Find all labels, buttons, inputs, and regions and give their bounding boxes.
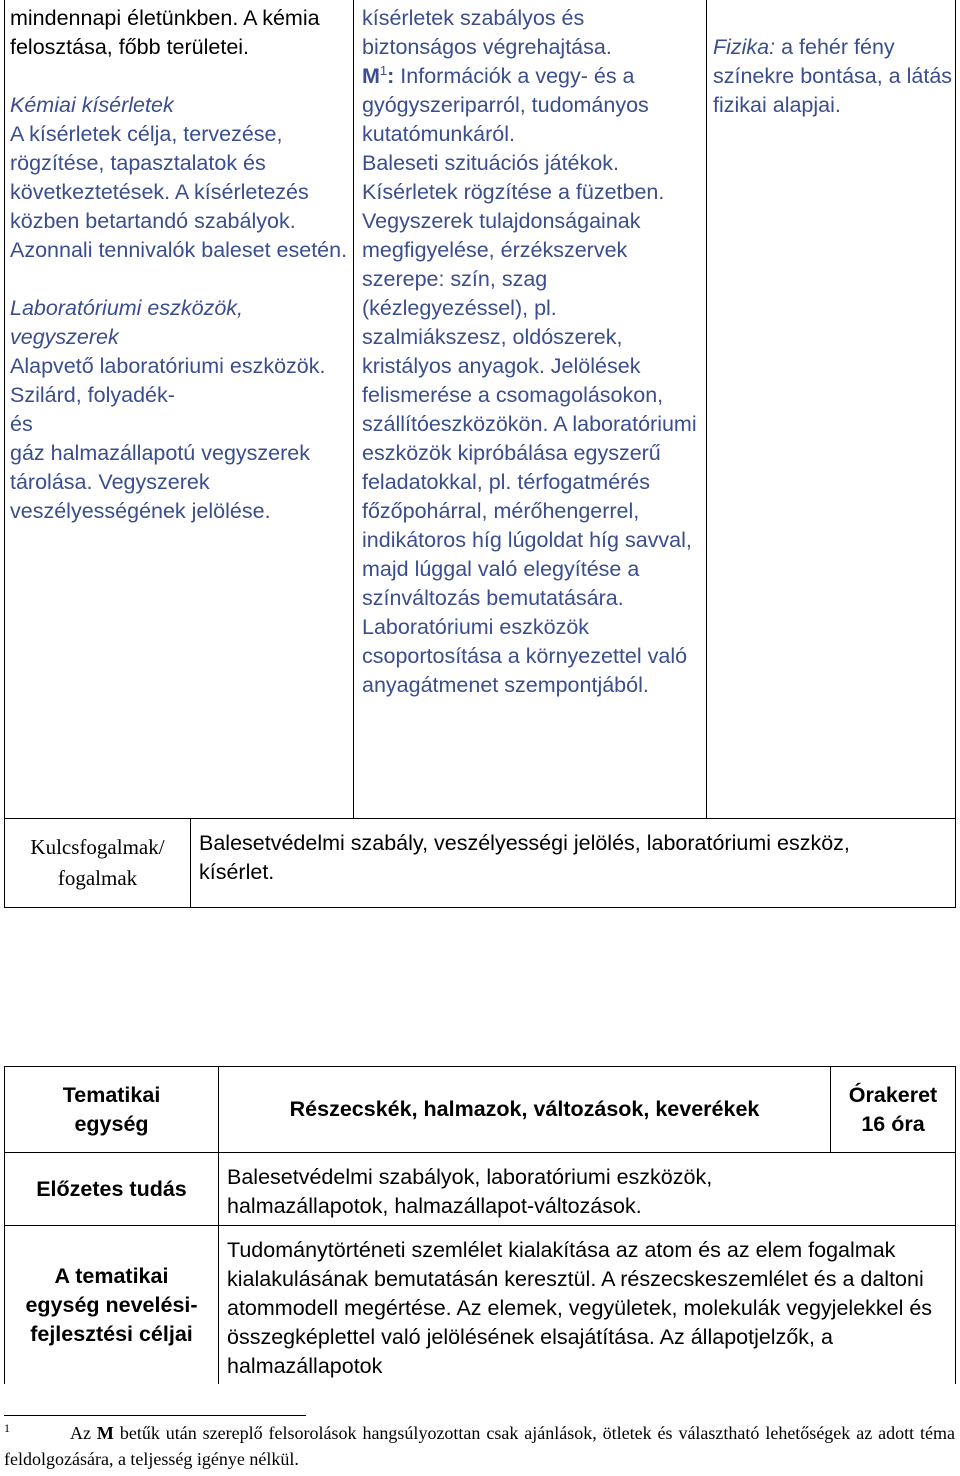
key-concepts-text: Balesetvédelmi szabály, veszélyességi jelölés, laboratóriumi eszköz, kísérlet. (199, 831, 850, 884)
goals-label-cell (5, 1226, 218, 1384)
m-colon: : (387, 64, 395, 88)
footnote-m: M (96, 1423, 114, 1443)
hours-cell (831, 1067, 955, 1152)
connection-subject: Fizika: (713, 35, 776, 59)
m-text: Információk a vegy- és a gyógyszeriparról, tudományos kutatómunkáról. (362, 64, 649, 146)
unit-label-cell (5, 1067, 218, 1152)
lab-tools-text-b: és (10, 412, 33, 436)
connection-text: a fehér fény színekre bontása, a látás fizikai alapjai. (713, 35, 953, 117)
unit-title: Részecskék, halmazok, változások, keverékek (289, 1097, 760, 1121)
prior-knowledge-label-cell (5, 1153, 218, 1225)
key-concepts-label: Kulcsfogalmak/ fogalmak (30, 835, 165, 890)
top-table-col-divider-2 (706, 0, 707, 818)
top-table-left-border (4, 0, 5, 908)
footnote-separator (4, 1415, 306, 1416)
footnote-number: 1 (4, 1421, 10, 1435)
top-table-bottom-border (4, 907, 956, 908)
footnote-text-a: Az (70, 1423, 97, 1443)
top-table-right-border (955, 0, 956, 908)
connections-column (713, 33, 953, 120)
intro-text: mindennapi életünkben. A kémia felosztása, főbb területei. (10, 6, 320, 59)
footnote-text-b: betűk után szereplő felsorolások hangsúlyozottan csak ajánlások, ötletek és választható lehetőségek az adott téma feldolgozására, a teljesség igénye nélkül. (4, 1423, 955, 1469)
topics-column (10, 4, 348, 526)
top-table-col-divider-1 (353, 0, 354, 818)
prior-knowledge-text: Balesetvédelmi szabályok, laboratóriumi eszközök, halmazállapotok, halmazállapot-változások. (227, 1165, 713, 1218)
footnote-ref: 1 (379, 62, 388, 78)
prior-knowledge-label: Előzetes tudás (36, 1176, 187, 1201)
section-text-experiments: A kísérletek célja, tervezése, rögzítése, tapasztalatok és következtetések. A kísérletezés közben betartandó szabályok. Azonnali tennivalók baleset esetén. (10, 122, 348, 262)
top-table-key-divider (190, 818, 191, 908)
activities-column (362, 4, 704, 700)
hours-value: 16 óra (861, 1111, 925, 1136)
activities-line1: kísérletek szabályos és biztonságos végrehajtása. (362, 6, 612, 59)
lab-tools-text-c: gáz halmazállapotú vegyszerek tárolása. Vegyszerek veszélyességének jelölése. (10, 441, 310, 523)
section-text-lab-tools (10, 352, 348, 526)
goals-text: Tudománytörténeti szemlélet kialakítása az atom és az elem fogalmak kialakulásának bemutatásán keresztül. A részecskeszemlélet és a daltoni atommodell megértése. Az elemek, vegyületek, molekulák vegyjelekkel és összegképlettel való jelölésének elsajátítása. Az állapotjelzők, a halmazállapotok (227, 1238, 933, 1378)
m-label: M (362, 64, 380, 88)
hours-label: Órakeret (848, 1082, 938, 1107)
unit-title-cell (219, 1067, 830, 1152)
section-title-experiments: Kémiai kísérletek (10, 93, 174, 117)
lab-tools-text-a: Alapvető laboratóriumi eszközök. Szilárd, folyadék- (10, 354, 326, 407)
goals-label: A tematikai egység nevelési-fejlesztési céljai (25, 1263, 198, 1346)
activities-rest: Baleseti szituációs játékok. Kísérletek rögzítése a füzetben. Vegyszerek tulajdonságainak megfigyelése, érzékszervek szerepe: szín, szag (kézlegyezéssel), pl. szalmiákszesz, oldószerek, kristályos anyagok. Jelölések felismerése a csomagolásokon, szállítóeszközökön. A laboratóriumi eszközök kipróbálása egyszerű feladatokkal, pl. térfogatmérés főzőpohárral, mérőhengerrel, indikátoros híg lúgoldat híg savval, majd lúggal való elegyítése a színváltozás bemutatására. Laboratóriumi eszközök csoportosítása a környezettel való anyagátmenet szempontjából. (362, 151, 697, 697)
section-title-lab-tools: Laboratóriumi eszközök, vegyszerek (10, 296, 244, 349)
unit-label: Tematikai egység (62, 1082, 161, 1136)
activities-m-paragraph (362, 62, 704, 149)
key-concepts-label-cell (5, 819, 190, 907)
footnote (4, 1420, 955, 1472)
